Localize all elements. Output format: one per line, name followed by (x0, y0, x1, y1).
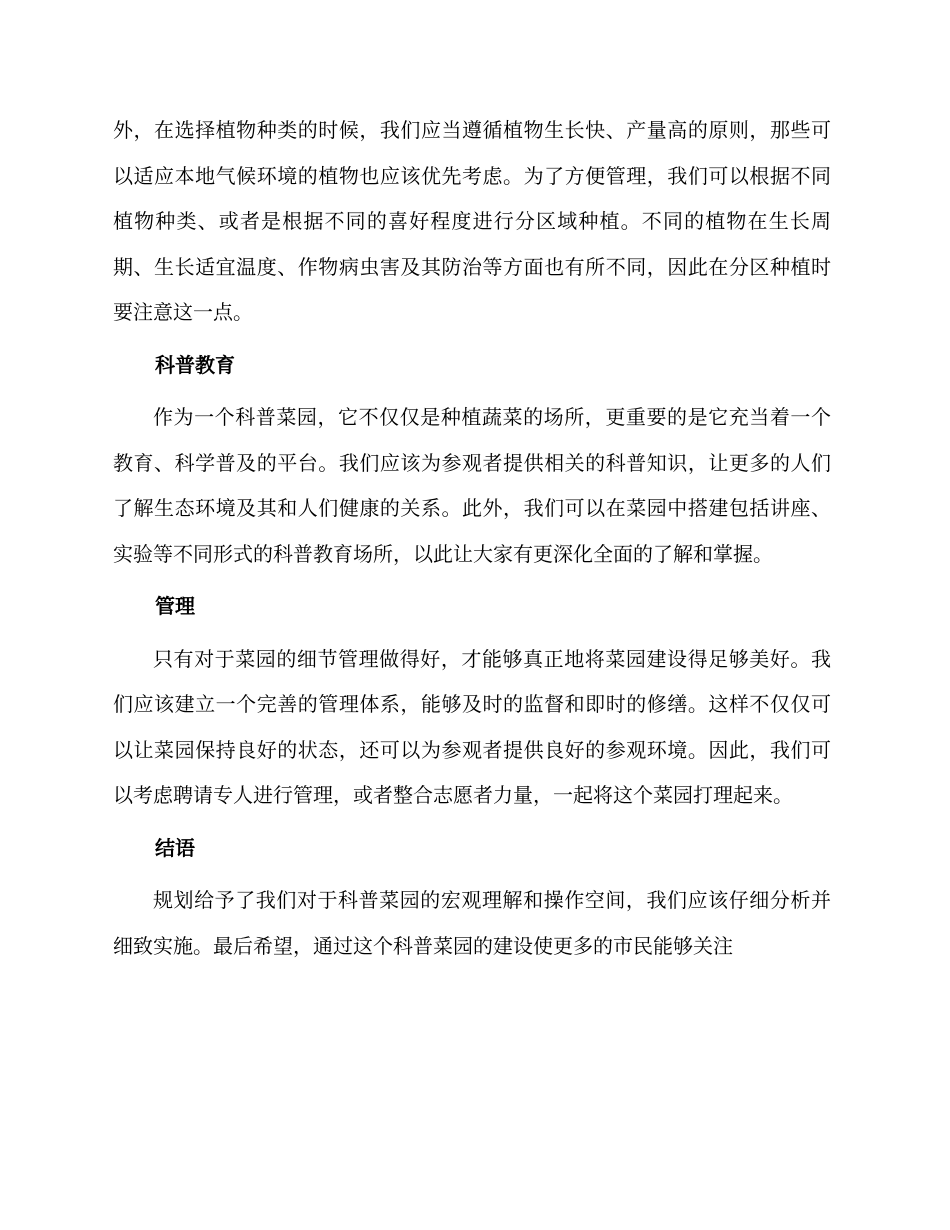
document-page (113, 108, 831, 969)
section-heading-conclusion: 结语 (155, 835, 195, 860)
section-heading-science-education: 科普教育 (155, 352, 235, 377)
section-body-conclusion: 规划给予了我们对于科普菜园的宏观理解和操作空间，我们应该仔细分析并细致实施。最后希望，通过这个科普菜园的建设使更多的市民能够关注 (113, 888, 831, 958)
intro-paragraph: 外，在选择植物种类的时候，我们应当遵循植物生长快、产量高的原则，那些可以适应本地气候环境的植物也应该优先考虑。为了方便管理，我们可以根据不同植物种类、或者是根据不同的喜好程度进行分区域种植。不同的植物在生长周期、生长适宜温度、作物病虫害及其防治等方面也有所不同，因此在分区种植时要注意这一点。 (113, 118, 831, 324)
section-body-management: 只有对于菜园的细节管理做得好，才能够真正地将菜园建设得足够美好。我们应该建立一个完善的管理体系，能够及时的监督和即时的修缮。这样不仅仅可以让菜园保持良好的状态，还可以为参观者提供良好的参观环境。因此，我们可以考虑聘请专人进行管理，或者整合志愿者力量，一起将这个菜园打理起来。 (113, 646, 831, 807)
section-body-science-education: 作为一个科普菜园，它不仅仅是种植蔬菜的场所，更重要的是它充当着一个教育、科学普及的平台。我们应该为参观者提供相关的科普知识，让更多的人们了解生态环境及其和人们健康的关系。此外，我们可以在菜园中搭建包括讲座、实验等不同形式的科普教育场所，以此让大家有更深化全面的了解和掌握。 (113, 405, 831, 566)
section-heading-management: 管理 (155, 594, 195, 618)
